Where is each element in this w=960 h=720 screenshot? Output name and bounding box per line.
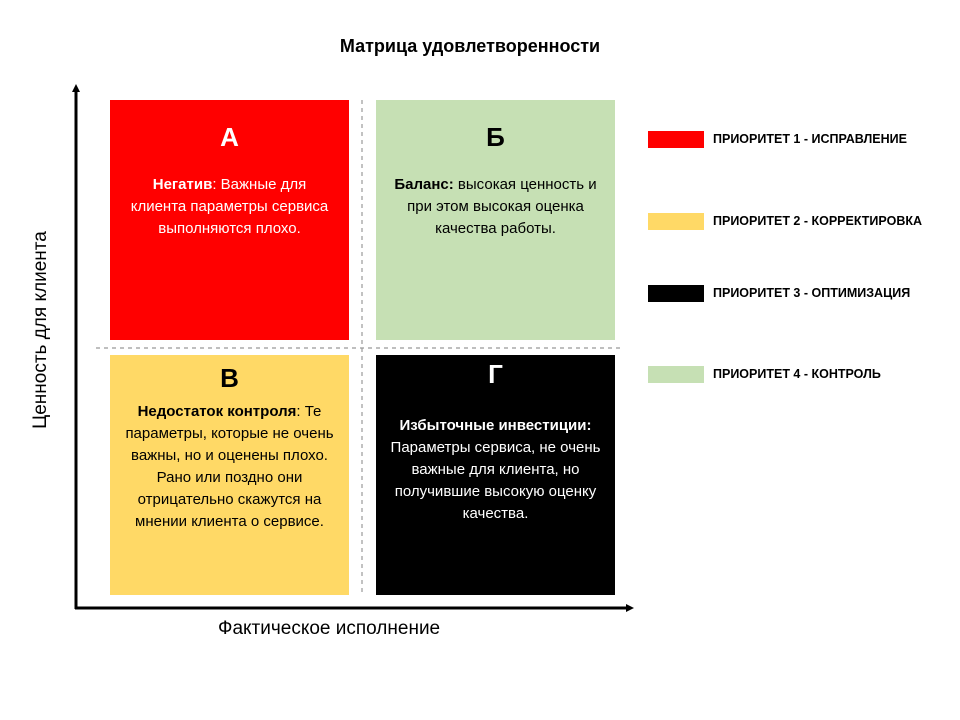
legend-label-priority-1: ПРИОРИТЕТ 1 - ИСПРАВЛЕНИЕ	[713, 132, 907, 146]
quadrant-g-description: Параметры сервиса, не очень важные для клиента, но получившие высокую оценку качества.	[390, 439, 601, 522]
quadrant-a-letter: А	[220, 122, 239, 152]
legend-label-priority-3: ПРИОРИТЕТ 3 - ОПТИМИЗАЦИЯ	[713, 286, 911, 300]
quadrant-v-text	[124, 401, 335, 533]
quadrant-b	[376, 100, 615, 340]
legend-swatch-priority-2	[648, 213, 704, 230]
quadrant-v-letter: В	[220, 363, 239, 393]
diagram-title: Матрица удовлетворенности	[339, 36, 601, 56]
quadrant-v	[110, 355, 349, 595]
quadrant-b-letter: Б	[486, 122, 505, 152]
quadrant-g-letter: Г	[488, 359, 503, 389]
quadrant-g	[376, 355, 615, 595]
quadrant-b-text	[390, 174, 601, 240]
legend-swatch-priority-3	[648, 285, 704, 302]
y-axis-label: Ценность для клиента	[30, 231, 51, 429]
legend-swatch-priority-1	[648, 131, 704, 148]
quadrant-v-description: : Те параметры, которые не очень важны, но и оценены плохо. Рано или поздно они отрицательно скажутся на мнении клиента о сервисе.	[125, 403, 334, 530]
legend-swatch-priority-4	[648, 366, 704, 383]
quadrant-g-title: Избыточные инвестиции:	[399, 417, 592, 434]
legend-label-priority-4: ПРИОРИТЕТ 4 - КОНТРОЛЬ	[713, 367, 881, 381]
quadrant-a	[110, 100, 349, 340]
quadrant-b-title: Баланс:	[394, 176, 454, 193]
legend-label-priority-2: ПРИОРИТЕТ 2 - КОРРЕКТИРОВКА	[713, 214, 922, 228]
x-axis-label: Фактическое исполнение	[218, 618, 441, 639]
quadrant-a-text	[124, 174, 335, 240]
quadrant-g-text	[390, 415, 601, 525]
quadrant-a-title: Негатив	[152, 176, 213, 193]
quadrant-b-description: высокая ценность и при этом высокая оценка качества работы.	[407, 176, 597, 237]
quadrant-a-description: : Важные для клиента параметры сервиса выполняются плохо.	[130, 176, 329, 237]
quadrant-v-title: Недостаток контроля	[137, 403, 297, 420]
